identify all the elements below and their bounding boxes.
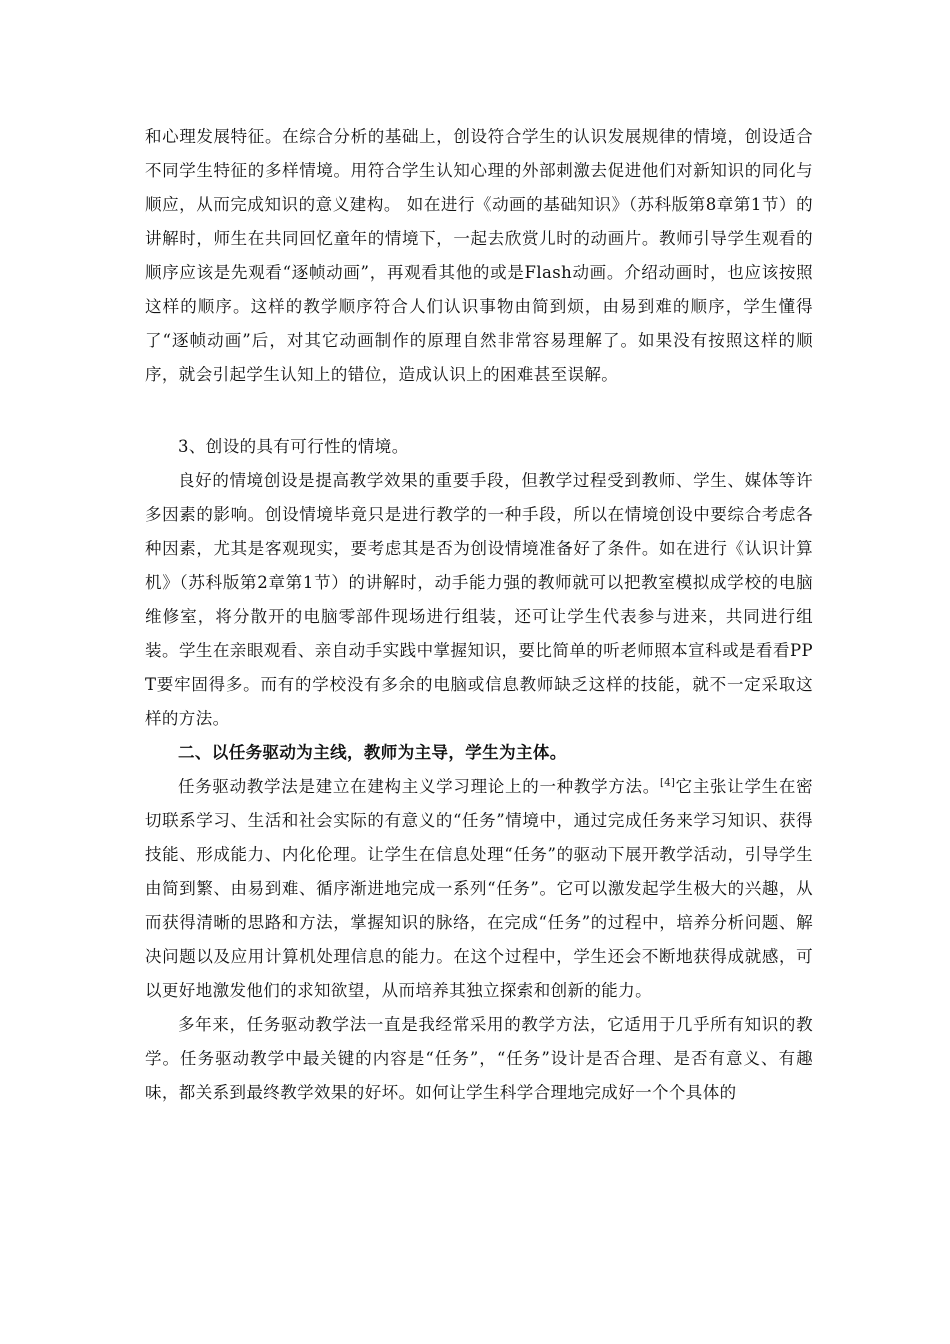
paragraph-task-driven xyxy=(145,770,813,1008)
paragraph-text-after-citation: 它主张让学生在密切联系学习、生活和社会实际的有意义的“任务”情境中，通过完成任务来学习知识、获得技能、形成能力、内化伦理。让学生在信息处理“任务”的驱动下展开教学活动，引导学生由简到繁、由易到难、循序渐进地完成一系列“任务”。它可以激发起学生极大的兴趣，从而获得清晰的思路和方法，掌握知识的脉络，在完成“任务”的过程中，培养分析问题、解决问题以及应用计算机处理信息的能力。在这个过程中，学生还会不断地获得成就感，可以更好地激发他们的求知欲望，从而培养其独立探索和创新的能力。 xyxy=(145,777,814,1000)
paragraph-feasible-context: 良好的情境创设是提高教学效果的重要手段，但教学过程受到教师、学生、媒体等许多因素的影响。创设情境毕竟只是进行教学的一种手段，所以在情境创设中要综合考虑各种因素，尤其是客观现实，要考虑其是否为创设情境准备好了条件。如在进行《认识计算机》（苏科版第2章第1节）的讲解时，动手能力强的教师就可以把教室模拟成学校的电脑维修室，将分散开的电脑零部件现场进行组装，还可让学生代表参与进来，共同进行组装。学生在亲眼观看、亲自动手实践中掌握知识，要比简单的听老师照本宣科或是看看PPT要牢固得多。而有的学校没有多余的电脑或信息教师缺乏这样的技能，就不一定采取这样的方法。 xyxy=(145,471,813,728)
document-body xyxy=(145,120,813,1110)
paragraph-text-before-citation: 任务驱动教学法是建立在建构主义学习理论上的一种教学方法。 xyxy=(178,777,660,796)
paragraph-years-practice: 多年来，任务驱动教学法一直是我经常采用的教学方法，它适用于几乎所有知识的教学。任务驱动教学中最关键的内容是“任务”，“任务”设计是否合理、是否有意义、有趣味，都关系到最终教学效果的好坏。如何让学生科学合理地完成好一个个具体的 xyxy=(145,1015,813,1102)
item-3-title: 3、创设的具有可行性的情境。 xyxy=(178,437,409,456)
section-2-heading: 二、以任务驱动为主线，教师为主导，学生为主体。 xyxy=(178,743,567,762)
citation-marker: [4] xyxy=(659,777,676,789)
paragraph-continuation: 和心理发展特征。在综合分析的基础上，创设符合学生的认识发展规律的情境，创设适合不同学生特征的多样情境。用符合学生认知心理的外部刺激去促进他们对新知识的同化与顺应，从而完成知识的意义建构。 如在进行《动画的基础知识》（苏科版第8章第1节）的讲解时，师生在共同回忆童年的情境下，一起去欣赏儿时的动画片。教师引导学生观看的顺序应该是先观看“逐帧动画”，再观看其他的或是Flash动画。介绍动画时，也应该按照这样的顺序。这样的教学顺序符合人们认识事物由简到烦，由易到难的顺序，学生懂得了“逐帧动画”后，对其它动画制作的原理自然非常容易理解了。如果没有按照这样的顺序，就会引起学生认知上的错位，造成认识上的困难甚至误解。 xyxy=(145,127,813,384)
